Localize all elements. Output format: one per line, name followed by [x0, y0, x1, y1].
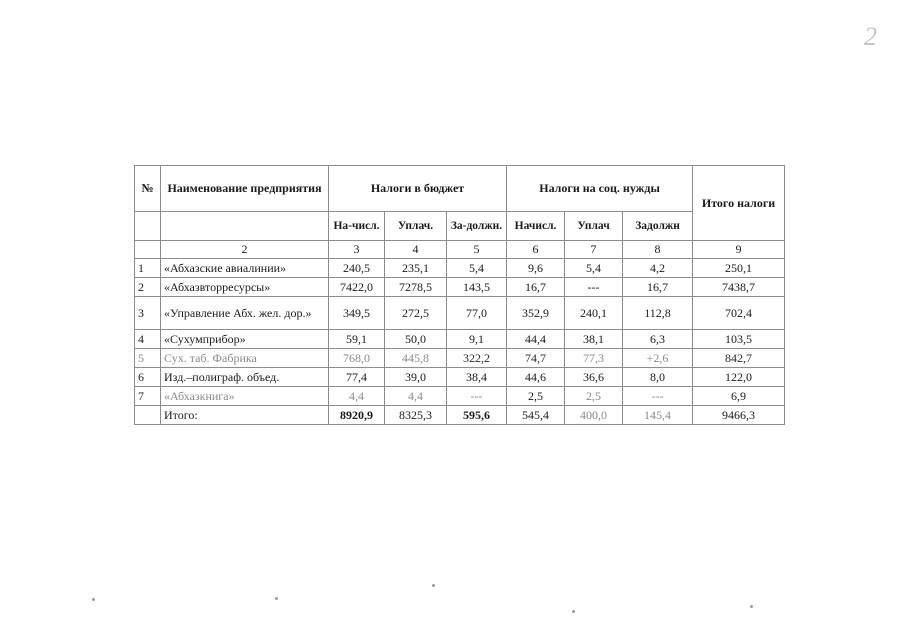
cell-budget-paid: 39,0	[385, 368, 447, 387]
row-number: 1	[135, 259, 161, 278]
table-row	[135, 368, 785, 387]
cell-total: 702,4	[693, 297, 785, 330]
row-number: 2	[135, 278, 161, 297]
cell-budget-accrued: 7422,0	[329, 278, 385, 297]
header-empty-name	[161, 212, 329, 241]
cell-social-debt: ---	[623, 387, 693, 406]
total-budget-accrued: 8920,9	[329, 406, 385, 425]
cell-budget-debt: ---	[447, 387, 507, 406]
header-empty-no	[135, 212, 161, 241]
column-number: 7	[565, 241, 623, 259]
enterprise-name: «Сухумприбор»	[161, 330, 329, 349]
column-number: 3	[329, 241, 385, 259]
total-label: Итого:	[161, 406, 329, 425]
table-row	[135, 330, 785, 349]
cell-social-accrued: 44,4	[507, 330, 565, 349]
cell-social-paid: 240,1	[565, 297, 623, 330]
column-number: 2	[161, 241, 329, 259]
column-number: 8	[623, 241, 693, 259]
header-total: Итого налоги	[693, 166, 785, 241]
cell-social-paid: 38,1	[565, 330, 623, 349]
table-row	[135, 349, 785, 368]
header-social-accrued: Начисл.	[507, 212, 565, 241]
enterprise-name: Сух. таб. Фабрика	[161, 349, 329, 368]
scan-speck	[572, 610, 575, 613]
header-budget-debt: За-должн.	[447, 212, 507, 241]
row-number: 7	[135, 387, 161, 406]
cell-budget-accrued: 349,5	[329, 297, 385, 330]
cell-budget-accrued: 59,1	[329, 330, 385, 349]
scan-speck	[432, 584, 435, 587]
column-number-row	[135, 241, 785, 259]
cell-budget-debt: 38,4	[447, 368, 507, 387]
cell-budget-paid: 50,0	[385, 330, 447, 349]
cell-total: 122,0	[693, 368, 785, 387]
cell-total: 7438,7	[693, 278, 785, 297]
cell-social-accrued: 352,9	[507, 297, 565, 330]
scan-speck	[750, 605, 753, 608]
table-row	[135, 297, 785, 330]
column-number: 6	[507, 241, 565, 259]
cell-total: 6,9	[693, 387, 785, 406]
cell-social-debt: 6,3	[623, 330, 693, 349]
cell-social-paid: 2,5	[565, 387, 623, 406]
total-social-paid: 400,0	[565, 406, 623, 425]
total-social-debt: 145,4	[623, 406, 693, 425]
cell-budget-debt: 5,4	[447, 259, 507, 278]
column-number-empty	[135, 241, 161, 259]
enterprise-name: «Управление Абх. жел. дор.»	[161, 297, 329, 330]
column-number: 4	[385, 241, 447, 259]
row-number: 4	[135, 330, 161, 349]
cell-social-debt: 112,8	[623, 297, 693, 330]
header-social-paid: Уплач	[565, 212, 623, 241]
cell-social-paid: ---	[565, 278, 623, 297]
tax-table	[134, 165, 785, 425]
cell-budget-paid: 272,5	[385, 297, 447, 330]
cell-social-paid: 36,6	[565, 368, 623, 387]
cell-social-accrued: 2,5	[507, 387, 565, 406]
scan-speck	[275, 597, 278, 600]
header-social-debt: Задолжн	[623, 212, 693, 241]
cell-budget-paid: 7278,5	[385, 278, 447, 297]
page-number: 2	[864, 22, 877, 51]
enterprise-name: «Абхазские авиалинии»	[161, 259, 329, 278]
header-social-group: Налоги на соц. нужды	[507, 166, 693, 212]
cell-budget-debt: 9,1	[447, 330, 507, 349]
cell-social-paid: 5,4	[565, 259, 623, 278]
scan-speck	[92, 598, 95, 601]
cell-social-debt: 16,7	[623, 278, 693, 297]
total-budget-paid: 8325,3	[385, 406, 447, 425]
cell-budget-debt: 77,0	[447, 297, 507, 330]
cell-budget-debt: 143,5	[447, 278, 507, 297]
cell-budget-paid: 445,8	[385, 349, 447, 368]
total-empty	[135, 406, 161, 425]
total-social-accrued: 545,4	[507, 406, 565, 425]
header-no: №	[135, 166, 161, 212]
row-number: 6	[135, 368, 161, 387]
column-number: 5	[447, 241, 507, 259]
enterprise-name: «Абхазвторресурсы»	[161, 278, 329, 297]
table-row	[135, 387, 785, 406]
header-name: Наименование предприятия	[161, 166, 329, 212]
cell-social-accrued: 44,6	[507, 368, 565, 387]
header-row-sub	[135, 212, 785, 241]
cell-social-accrued: 16,7	[507, 278, 565, 297]
row-number: 5	[135, 349, 161, 368]
cell-total: 103,5	[693, 330, 785, 349]
enterprise-name: «Абхазкнига»	[161, 387, 329, 406]
cell-social-debt: +2,6	[623, 349, 693, 368]
table-row	[135, 278, 785, 297]
cell-social-accrued: 9,6	[507, 259, 565, 278]
cell-budget-accrued: 240,5	[329, 259, 385, 278]
column-number: 9	[693, 241, 785, 259]
cell-budget-debt: 322,2	[447, 349, 507, 368]
cell-budget-accrued: 4,4	[329, 387, 385, 406]
cell-social-paid: 77,3	[565, 349, 623, 368]
row-number: 3	[135, 297, 161, 330]
cell-total: 842,7	[693, 349, 785, 368]
cell-budget-paid: 4,4	[385, 387, 447, 406]
header-budget-group: Налоги в бюджет	[329, 166, 507, 212]
cell-budget-accrued: 768,0	[329, 349, 385, 368]
cell-budget-paid: 235,1	[385, 259, 447, 278]
cell-social-debt: 4,2	[623, 259, 693, 278]
cell-social-debt: 8,0	[623, 368, 693, 387]
cell-total: 250,1	[693, 259, 785, 278]
header-budget-accrued: На-числ.	[329, 212, 385, 241]
total-budget-debt: 595,6	[447, 406, 507, 425]
header-budget-paid: Уплач.	[385, 212, 447, 241]
cell-social-accrued: 74,7	[507, 349, 565, 368]
enterprise-name: Изд.–полиграф. объед.	[161, 368, 329, 387]
table-row	[135, 259, 785, 278]
total-grand: 9466,3	[693, 406, 785, 425]
header-row-main	[135, 166, 785, 212]
cell-budget-accrued: 77,4	[329, 368, 385, 387]
total-row	[135, 406, 785, 425]
